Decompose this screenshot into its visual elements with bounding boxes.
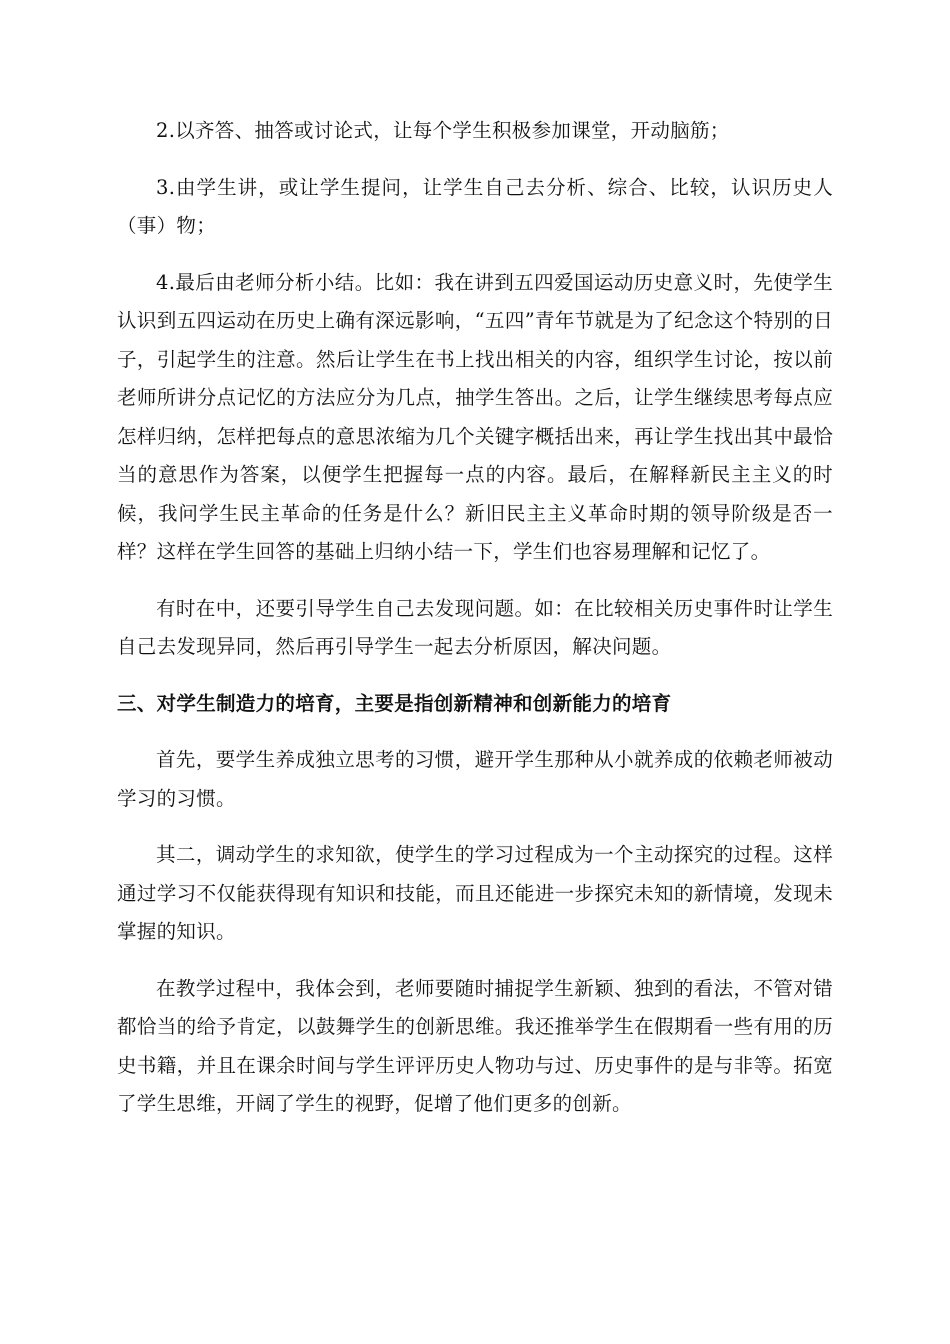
paragraph-first: 首先，要学生养成独立思考的习惯，避开学生那种从小就养成的依赖老师被动学习的习惯。 xyxy=(117,748,833,810)
paragraph-second: 其二，调动学生的求知欲，使学生的学习过程成为一个主动探究的过程。这样通过学习不仅能获得现有知识和技能，而且还能进一步探究未知的新情境，发现未掌握的知识。 xyxy=(117,843,833,943)
paragraph-teaching-process: 在教学过程中，我体会到，老师要随时捕捉学生新颖、独到的看法，不管对错都恰当的给予肯定，以鼓舞学生的创新思维。我还推举学生在假期看一些有用的历史书籍，并且在课余时间与学生评评历史人物功与过、历史事件的是与非等。拓宽了学生思维，开阔了学生的视野，促增了他们更多的创新。 xyxy=(117,976,833,1115)
section-heading-creativity: 三、对学生制造力的培育，主要是指创新精神和创新能力的培育 xyxy=(117,691,672,715)
paragraph-item-4: 4.最后由老师分析小结。比如：我在讲到五四爱国运动历史意义时，先使学生认识到五四运动在历史上确有深远影响，“五四”青年节就是为了纪念这个特别的日子，引起学生的注意。然后让学生在书上找出相关的内容，组织学生讨论，按以前老师所讲分点记忆的方法应分为几点，抽学生答出。之后，让学生继续思考每点应怎样归纳，怎样把每点的意思浓缩为几个关键字概括出来，再让学生找出其中最恰当的意思作为答案，以便学生把握每一点的内容。最后，在解释新民主主义的时候，我问学生民主革命的任务是什么？新旧民主主义革命时期的领导阶级是否一样？这样在学生回答的基础上归纳小结一下，学生们也容易理解和记忆了。 xyxy=(117,270,833,563)
paragraph-item-3: 3.由学生讲，或让学生提问，让学生自己去分析、综合、比较，认识历史人（事）物； xyxy=(117,175,833,237)
paragraph-item-2: 2.以齐答、抽答或讨论式，让每个学生积极参加课堂，开动脑筋； xyxy=(156,119,730,142)
paragraph-discovery: 有时在中，还要引导学生自己去发现问题。如：在比较相关历史事件时让学生自己去发现异同，然后再引导学生一起去分析原因，解决问题。 xyxy=(117,596,833,658)
document-page xyxy=(117,112,833,1142)
